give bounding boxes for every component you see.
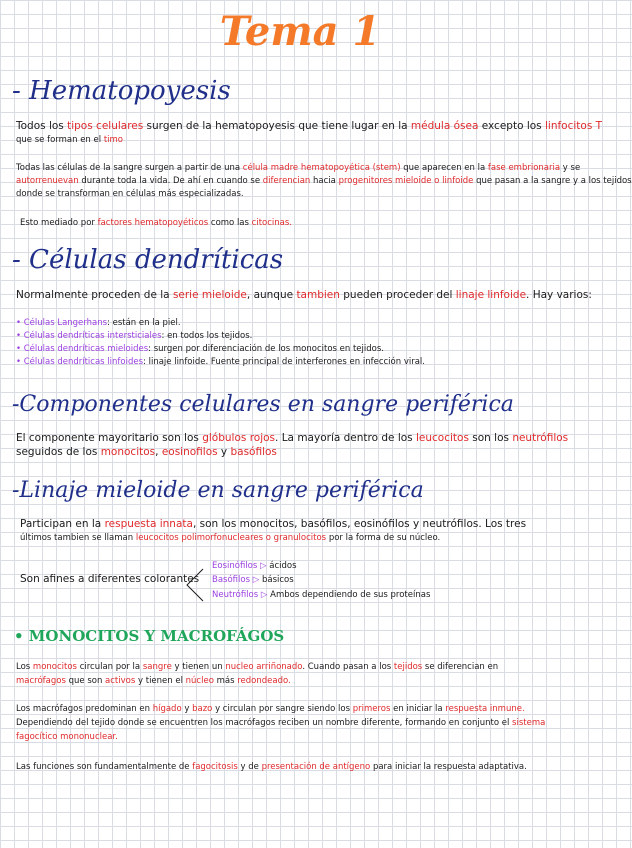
componentes-p1-line2: seguidos de los monocitos, eosinofilos y basófilos [16, 446, 277, 458]
monocitos-p3: Las funciones son fundamentalmente de fagocitosis y de presentación de antígeno para iniciar la respuesta adaptativa. [16, 762, 527, 772]
linaje-p1-line2: últimos tambien se llaman leucocitos polimorfonucleares o granulocitos por la forma de su núcleo. [20, 533, 441, 543]
linaje-p1-line1: Participan en la respuesta innata, son los monocitos, basófilos, eosinófilos y neutrófilos. Los tres [20, 518, 527, 530]
heading-celulas-dendriticas: - Células dendríticas [12, 245, 284, 275]
hematopoyesis-p2-line1: Todas las células de la sangre surgen a partir de una célula madre hematopoyética (stem) que aparecen en la fase embrionaria y se [16, 163, 581, 173]
dendriticas-item: • Células dendríticas intersticiales: en todos los tejidos. [16, 331, 253, 341]
componentes-p1-line1: El componente mayoritario son los glóbulos rojos. La mayoría dentro de los leucocitos son los neutrófilos [16, 432, 569, 444]
monocitos-p2-line3: fagocítico mononuclear. [16, 732, 118, 742]
hematopoyesis-p3: Esto mediado por factores hematopoyéticos como las citocinas. [20, 218, 292, 228]
bracket-arrows [185, 565, 203, 605]
hematopoyesis-p1-line2: que se forman en el timo [16, 135, 123, 145]
afinidad-row: Neutrófilos ▷ Ambos dependiendo de sus proteínas [212, 590, 431, 600]
heading-monocitos-macrofagos: • MONOCITOS Y MACROFÁGOS [14, 627, 285, 645]
hematopoyesis-p2-line2: autorrenuevan durante toda la vida. De ahí en cuando se diferencian hacia progenitores mieloide o linfoide que pasan a la sangre y a los tejidos [16, 176, 632, 186]
monocitos-p1-line1: Los monocitos circulan por la sangre y tienen un nucleo arriñonado. Cuando pasan a los tejidos se diferencian en [16, 662, 499, 672]
heading-linaje-mieloide: -Linaje mieloide en sangre periférica [12, 478, 424, 503]
hematopoyesis-p2-line3: donde se transforman en células más especializadas. [16, 189, 244, 199]
page-title: Tema 1 [219, 8, 381, 55]
dendriticas-p1: Normalmente proceden de la serie mieloide, aunque tambien pueden proceder del linaje linfoide. Hay varios: [16, 289, 592, 301]
monocitos-p1-line2: macrófagos que son activos y tienen el núcleo más redondeado. [16, 676, 291, 686]
heading-hematopoyesis: - Hematopoyesis [12, 76, 231, 106]
heading-componentes-celulares: -Componentes celulares en sangre periférica [12, 392, 514, 417]
dendriticas-item: • Células dendríticas mieloides: surgen por diferenciación de los monocitos en tejidos. [16, 344, 384, 354]
afinidad-label: Son afines a diferentes colorantes [20, 573, 200, 585]
monocitos-p2-line2: Dependiendo del tejido donde se encuentren los macrófagos reciben un nombre diferente, formando en conjunto el sistema [16, 718, 546, 728]
hematopoyesis-p1-line1: Todos los tipos celulares surgen de la hematopoyesis que tiene lugar en la médula ósea excepto los linfocitos T [16, 120, 603, 132]
afinidad-row: Eosinófilos ▷ ácidos [212, 561, 297, 571]
monocitos-p2-line1: Los macrófagos predominan en hígado y bazo y circulan por sangre siendo los primeros en iniciar la respuesta inmune. [16, 704, 525, 714]
afinidad-row: Basófilos ▷ básicos [212, 575, 294, 585]
dendriticas-item: • Células dendríticas linfoides: linaje linfoide. Fuente principal de interferones en infección viral. [16, 357, 425, 367]
dendriticas-item: • Células Langerhans: están en la piel. [16, 318, 181, 328]
